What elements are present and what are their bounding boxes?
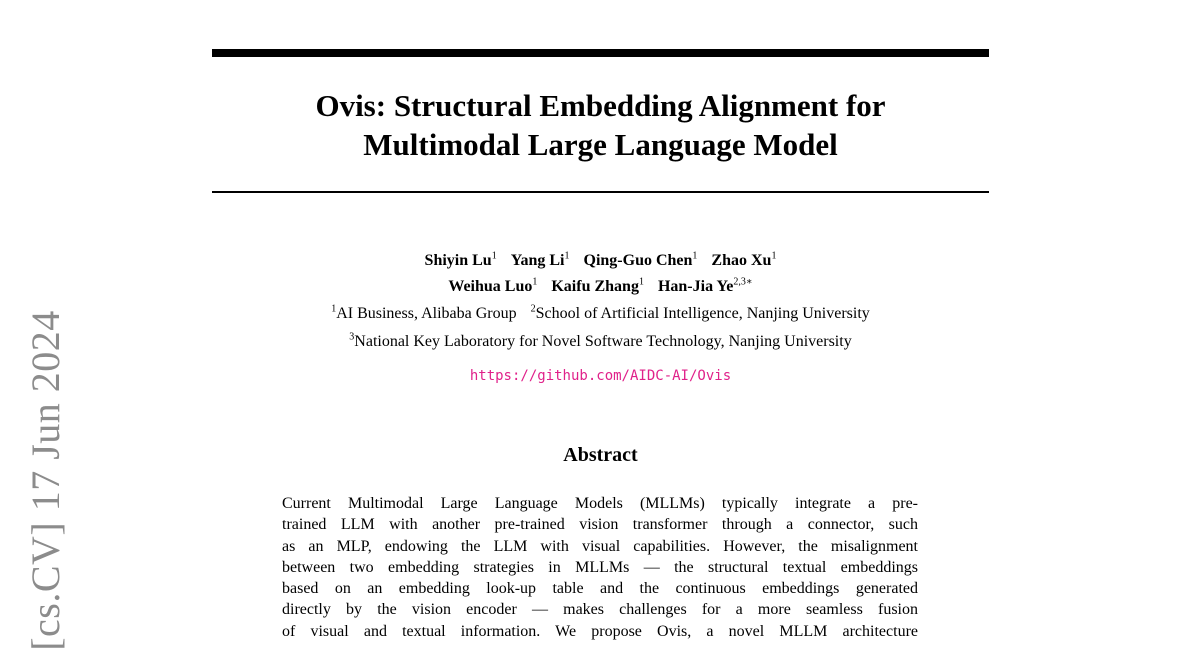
paper-title <box>212 86 989 164</box>
author: Zhao Xu$^1$ <box>711 251 777 270</box>
title-line-1: Ovis: Structural Embedding Alignment for <box>315 88 886 123</box>
abstract-body <box>282 493 918 642</box>
abstract-line: as an MLP, endowing the LLM with visual capabilities. However, the misalignment <box>282 537 918 555</box>
repo-link[interactable]: https://github.com/AIDC-AI/Ovis <box>469 368 732 384</box>
abstract-line: of visual and textual information. We propose Ovis, a novel MLLM architecture <box>282 622 918 640</box>
affiliation: $^2$School of Artificial Intelligence, Nanjing University <box>530 304 870 323</box>
affiliations <box>212 298 989 353</box>
abstract-line: between two embedding strategies in MLLMs — the structural textual embeddings <box>282 558 918 576</box>
author: Shiyin Lu$^1$ <box>424 251 497 270</box>
abstract-line: directly by the vision encoder — makes challenges for a more seamless fusion <box>282 601 918 619</box>
author: Qing-Guo Chen$^1$ <box>583 251 698 270</box>
affiliation: $^3$National Key Laboratory for Novel Software Technology, Nanjing University <box>349 331 852 350</box>
author-line-1 <box>212 246 989 271</box>
repo-link-row <box>212 368 989 384</box>
abstract-heading: Abstract <box>563 444 638 466</box>
arxiv-stamp <box>5 308 85 653</box>
author: Yang Li$^1$ <box>510 251 570 270</box>
author-line-2 <box>212 271 989 296</box>
arxiv-stamp-text: [cs.CV] 17 Jun 2024 <box>22 310 68 651</box>
title-rule-top <box>212 49 989 57</box>
affiliation-line-1 <box>212 298 989 325</box>
title-rule-bottom <box>212 191 989 193</box>
author-list <box>212 246 989 297</box>
author: Weihua Luo$^1$ <box>448 276 538 295</box>
title-line-2: Multimodal Large Language Model <box>363 127 838 162</box>
author: Kaifu Zhang$^1$ <box>551 276 644 295</box>
affiliation-line-2 <box>212 325 989 352</box>
abstract-line: based on an embedding look-up table and the continuous embeddings generated <box>282 580 918 598</box>
author: Han-Jia $Ye^{2,3∗}$ <box>657 276 753 295</box>
abstract-line: trained LLM with another pre-trained vision transformer through a connector, such <box>282 516 918 534</box>
abstract-line: Current Multimodal Large Language Models (MLLMs) typically integrate a pre- <box>282 495 918 512</box>
affiliation: $^1$AI Business, Alibaba Group <box>331 304 517 323</box>
